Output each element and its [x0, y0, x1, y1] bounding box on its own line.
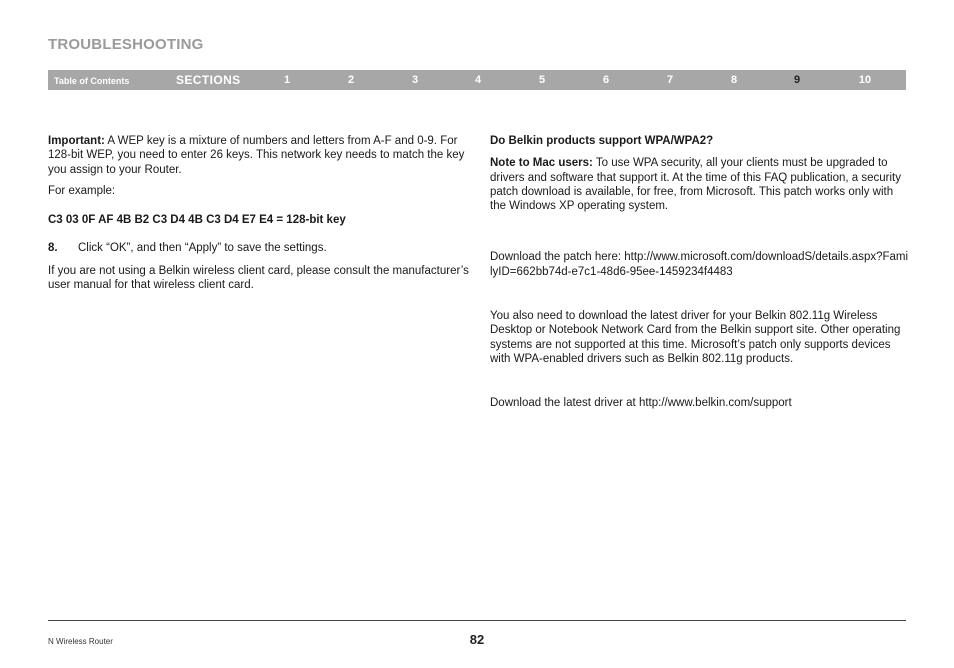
section-navbar	[48, 70, 906, 90]
important-paragraph	[48, 134, 470, 177]
section-link-2[interactable]: 2	[347, 74, 355, 86]
section-link-9-current[interactable]: 9	[793, 74, 801, 86]
section-link-5[interactable]: 5	[538, 74, 546, 86]
client-card-note: If you are not using a Belkin wireless client card, please consult the manufacturer’s user manual for that wireless client card.	[48, 264, 469, 292]
section-link-4[interactable]: 4	[474, 74, 482, 86]
sections-label: SECTIONS	[176, 73, 241, 87]
section-title: TROUBLESHOOTING	[48, 36, 204, 53]
driver-requirement-text: You also need to download the latest driver for your Belkin 802.11g Wireless Desktop or Notebook Network Card from the Belkin support site. Other operating systems are not supported at this time. Microsoft’s patch only supports devices with WPA-enabled drivers such as Belkin 802.11g products.	[490, 310, 901, 365]
important-label: Important:	[48, 135, 105, 147]
faq-question: Do Belkin products support WPA/WPA2?	[490, 135, 714, 147]
left-column	[48, 132, 470, 292]
example-key: C3 03 0F AF 4B B2 C3 D4 4B C3 D4 E7 E4 = 128-bit key	[48, 214, 346, 227]
mac-users-text: To use WPA security, all your clients must be upgraded to drivers and software that support it. At the time of this FAQ publication, a security patch download is available, for free, from Microsoft. This patch works only with the Windows XP operating system.	[490, 157, 902, 213]
section-link-1[interactable]: 1	[283, 74, 291, 86]
example-label: For example:	[48, 184, 116, 197]
footer-product-name: N Wireless Router	[48, 637, 113, 646]
section-link-3[interactable]: 3	[411, 74, 419, 86]
driver-download-text: Download the latest driver at http://www.belkin.com/support	[490, 397, 792, 410]
step-text: Click “OK”, and then “Apply” to save the settings.	[78, 242, 327, 255]
table-of-contents-link[interactable]: Table of Contents	[54, 76, 130, 86]
step-number: 8.	[48, 242, 58, 255]
section-link-10[interactable]: 10	[858, 74, 872, 86]
patch-download-text: Download the patch here: http://www.microsoft.com/downloadS/details.aspx?FamilyID=662bb74d-e7c1-48d6-95ee-1459234f4483	[490, 251, 909, 278]
mac-users-label: Note to Mac users:	[490, 157, 593, 170]
section-link-8[interactable]: 8	[730, 74, 738, 86]
section-link-7[interactable]: 7	[666, 74, 674, 86]
mac-users-note	[490, 156, 910, 213]
footer-divider	[48, 620, 906, 621]
section-link-6[interactable]: 6	[602, 74, 610, 86]
important-text: A WEP key is a mixture of numbers and letters from A-F and 0-9. For 128-bit WEP, you need to enter 26 keys. This network key needs to match the key you assign to your Router.	[48, 135, 465, 176]
right-column	[490, 132, 910, 411]
step-8	[48, 241, 470, 255]
page-number: 82	[469, 632, 485, 647]
